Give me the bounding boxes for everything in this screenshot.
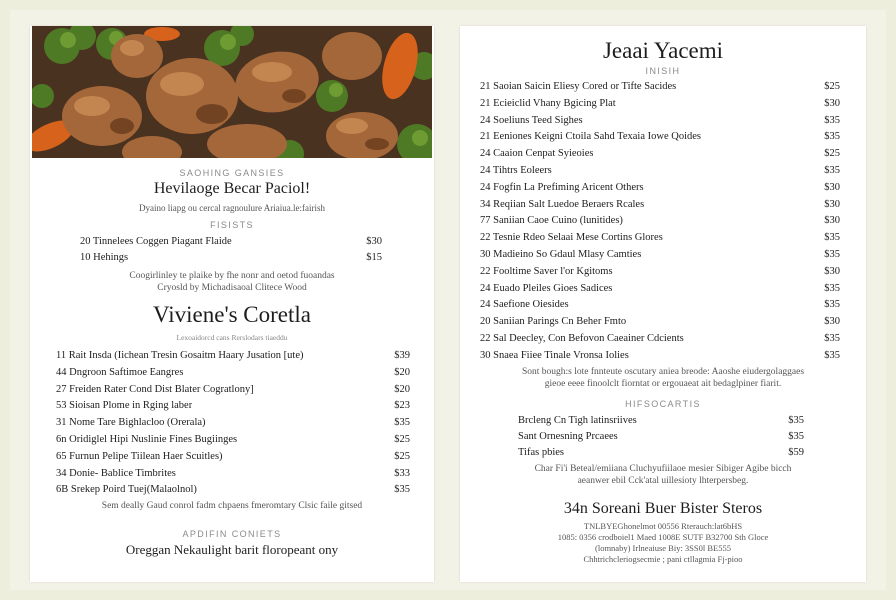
right-note-line-1: Sont bough:s lote fnnteute oscutary aniea breode: Aaoshe eiudergolaggaes: [521, 367, 805, 377]
menu-item-name: 10 Hehings: [80, 252, 129, 263]
section-3-subtitle: Lexoaidorcd cans Rerslodars tiaeddu: [176, 333, 288, 342]
menu-item: [518, 429, 804, 444]
menu-item-price: $35: [394, 417, 410, 429]
menu-item: [56, 365, 410, 380]
menu-item-name: 24 Soeliuns Teed Sighes: [480, 114, 583, 126]
menu-item-name: 21 Ecieiclid Vhany Bgicing Plat: [480, 97, 616, 109]
menu-item: [480, 96, 840, 111]
menu-item-price: $30: [366, 236, 382, 247]
menu-item-name: 6n Oridiglel Hipi Nuslinie Fines Bugiinges: [56, 434, 238, 445]
footer-line-1: TNLBYEGhonelmot 00556 Rterauch:lat6bHS: [583, 521, 743, 531]
menu-item-price: $35: [824, 282, 840, 294]
menu-item-price: $25: [824, 148, 840, 160]
menu-item: [56, 415, 410, 430]
menu-item-price: $25: [394, 434, 410, 445]
section-b-note-line-2: aeanwer ebil Cck'atal uillesioty lhterpersbeg.: [577, 476, 749, 486]
section-4-title: Oreggan Nekaulight barit floropeant ony: [125, 542, 339, 557]
menu-item-price: $35: [824, 349, 840, 361]
menu-item-price: $30: [824, 316, 840, 328]
menu-item-name: 34 Reqiian Salt Luedoe Beraers Rcales: [480, 198, 645, 210]
menu-item-name: 24 Caaion Cenpat Syieoies: [480, 148, 594, 160]
menu-item: [56, 432, 410, 447]
footer-title: 34n Soreani Buer Bister Steros: [563, 500, 763, 517]
menu-item-name: 20 Tinnelees Coggen Piagant Flaide: [80, 236, 232, 247]
menu-item: [480, 213, 840, 228]
section-1-title: Hevilaoge Becar Paciol!: [153, 180, 311, 197]
menu-item: [480, 348, 840, 363]
menu-item: [80, 234, 382, 249]
menu-item: [480, 297, 840, 312]
menu-item-price: $25: [394, 450, 410, 462]
menu-item: [480, 331, 840, 346]
right-menu-page: [460, 26, 866, 582]
section-b-eyebrow: HIFSOCARTIS: [625, 399, 701, 409]
menu-item: [480, 146, 840, 161]
menu-item-price: $35: [788, 431, 804, 442]
menu-item-name: 44 Dngroon Saftimoe Eangres: [56, 366, 184, 378]
menu-item-price: $25: [824, 81, 840, 92]
menu-item-name: 21 Eeniones Keigni Ctoila Sahd Texaia Iowe Qoides: [480, 131, 701, 143]
menu-item: [56, 449, 410, 464]
footer-line-3: (lomnaby) Irlneaiuse Biy: 3SS0l BE555: [595, 543, 731, 553]
menu-item-price: $39: [394, 350, 410, 361]
menu-item-price: $35: [394, 484, 410, 496]
menu-item-name: 24 Fogfin La Prefiming Aricent Others: [480, 181, 644, 193]
menu-item-price: $59: [788, 447, 804, 458]
menu-item-price: $35: [824, 232, 840, 244]
menu-item-price: $35: [788, 415, 804, 426]
menu-item-name: 24 Saefione Oiesides: [480, 299, 569, 311]
right-page-title: Jeaai Yacemi: [602, 38, 724, 63]
left-menu-page: [30, 26, 434, 582]
menu-item-name: 22 Sal Deecley, Con Befovon Caeainer Cdcients: [480, 333, 684, 344]
menu-item-name: Tifas pbies: [518, 447, 564, 458]
menu-item-name: 22 Fooltime Saver l'or Kgitoms: [480, 265, 613, 277]
menu-item-name: 34 Donie- Bablice Timbrites: [56, 467, 176, 479]
section-b-note-line-1: Char Fi'i Beteal/emiiana Cluchyufiilaoe mesier Sibiger Agibe bicch: [534, 464, 792, 474]
menu-item-name: 27 Freiden Rater Cond Dist Blater Cogratlony]: [56, 383, 254, 395]
menu-item-price: $30: [824, 198, 840, 210]
food-photo: [32, 26, 432, 158]
menu-item-name: 77 Saniian Caoe Cuino (lunitides): [480, 215, 623, 227]
menu-item-name: 11 Rait Insda (Iichean Tresin Gosaitm Haary Jusation [ute): [56, 350, 304, 361]
menu-item: [56, 398, 410, 413]
menu-item-name: 65 Furnun Pelipe Tiilean Haer Scuitles): [56, 450, 223, 462]
menu-item-price: $35: [824, 165, 840, 176]
menu-item: [480, 197, 840, 212]
menu-item-price: $33: [394, 467, 410, 479]
menu-item-price: $20: [394, 366, 410, 378]
section-1-subtitle: Dyaino liapg ou cercal ragnoulure Ariaiua.le:fairish: [139, 203, 325, 213]
menu-item-price: $30: [824, 265, 840, 277]
menu-item-name: 53 Sioisan Plome in Rging laber: [56, 400, 193, 412]
menu-item: [56, 382, 410, 397]
menu-item: [480, 129, 840, 144]
menu-item-price: $35: [824, 249, 840, 260]
menu-item-price: $23: [394, 400, 410, 412]
section-3-title: Viviene's Coretla: [153, 302, 311, 327]
menu-item-name: 21 Saoian Saicin Eliesy Cored or Tifte Sacides: [480, 81, 677, 92]
menu-item-price: $15: [366, 252, 382, 263]
menu-item-name: Sant Ornesning Prcaees: [518, 431, 618, 442]
menu-item-price: $35: [824, 299, 840, 311]
menu-item: [480, 314, 840, 329]
menu-item: [518, 413, 804, 428]
menu-item: [480, 230, 840, 245]
menu-item-name: 6B Srekep Poird Tuej(Malaolnol): [56, 484, 197, 496]
right-note-line-2: gieoe eeee finoolclt fiorntat or ergouaeat ait bedaglpiner fiarit.: [544, 379, 782, 389]
section-2-note-line-1: Coogirlinley te plaike by fhe nonr and oetod fuoandas: [129, 271, 335, 281]
menu-item-name: Brcleng Cn Tigh latinsriives: [518, 415, 637, 426]
section-1-eyebrow: SAOHING GANSIES: [179, 168, 285, 178]
menu-item-price: $20: [394, 383, 410, 395]
menu-item: [480, 79, 840, 94]
menu-item-price: $35: [824, 333, 840, 344]
section-2-eyebrow: FISISTS: [210, 220, 254, 230]
right-page-eyebrow: INISIH: [645, 66, 681, 76]
footer-line-4: Chhtrichcleriogsecmie ; pani ctllagmia Fj-pioo: [583, 554, 743, 564]
menu-item-price: $30: [824, 181, 840, 193]
section-3-note: Sem deally Gaud conrol fadm chpaens fmeromtary Clsic faile gitsed: [101, 501, 363, 511]
menu-item: [56, 482, 410, 497]
menu-item: [480, 247, 840, 262]
menu-item: [480, 264, 840, 279]
menu-item-price: $35: [824, 131, 840, 143]
menu-item-name: 24 Euado Pleiles Gioes Sadices: [480, 282, 613, 294]
menu-item-name: 20 Saniian Parings Cn Beher Fmto: [480, 316, 627, 328]
menu-item: [480, 281, 840, 296]
section-2-note-line-2: Cryosld by Michadisaoal Clitece Wood: [157, 283, 307, 293]
section-4-eyebrow: APDIFIN CONIETS: [182, 529, 282, 539]
menu-item: [80, 250, 382, 265]
menu-item-name: 31 Nome Tare Bighlacloo (Orerala): [56, 417, 206, 429]
roasted-chicken-vegetables-image: [32, 26, 432, 158]
menu-item: [518, 445, 804, 460]
menu-item: [56, 348, 410, 363]
menu-item-name: 24 Tihtrs Eoleers: [480, 165, 552, 176]
menu-item-name: 30 Snaea Fiiee Tinale Vronsa Iolies: [480, 349, 629, 361]
menu-item-name: 30 Madieino So Gdaul Mlasy Camties: [480, 249, 642, 260]
menu-item: [56, 466, 410, 481]
menu-item: [480, 163, 840, 178]
menu-item-price: $35: [824, 114, 840, 126]
menu-item: [480, 180, 840, 195]
menu-item: [480, 113, 840, 128]
footer-line-2: 1085: 0356 crodboiel1 Maed 1008E SUTF B32700 Sth Gloce: [557, 532, 769, 542]
menu-item-name: 22 Tesnie Rdeo Selaai Mese Cortins Glores: [480, 232, 663, 244]
menu-item-price: $30: [824, 97, 840, 109]
menu-item-price: $30: [824, 215, 840, 227]
